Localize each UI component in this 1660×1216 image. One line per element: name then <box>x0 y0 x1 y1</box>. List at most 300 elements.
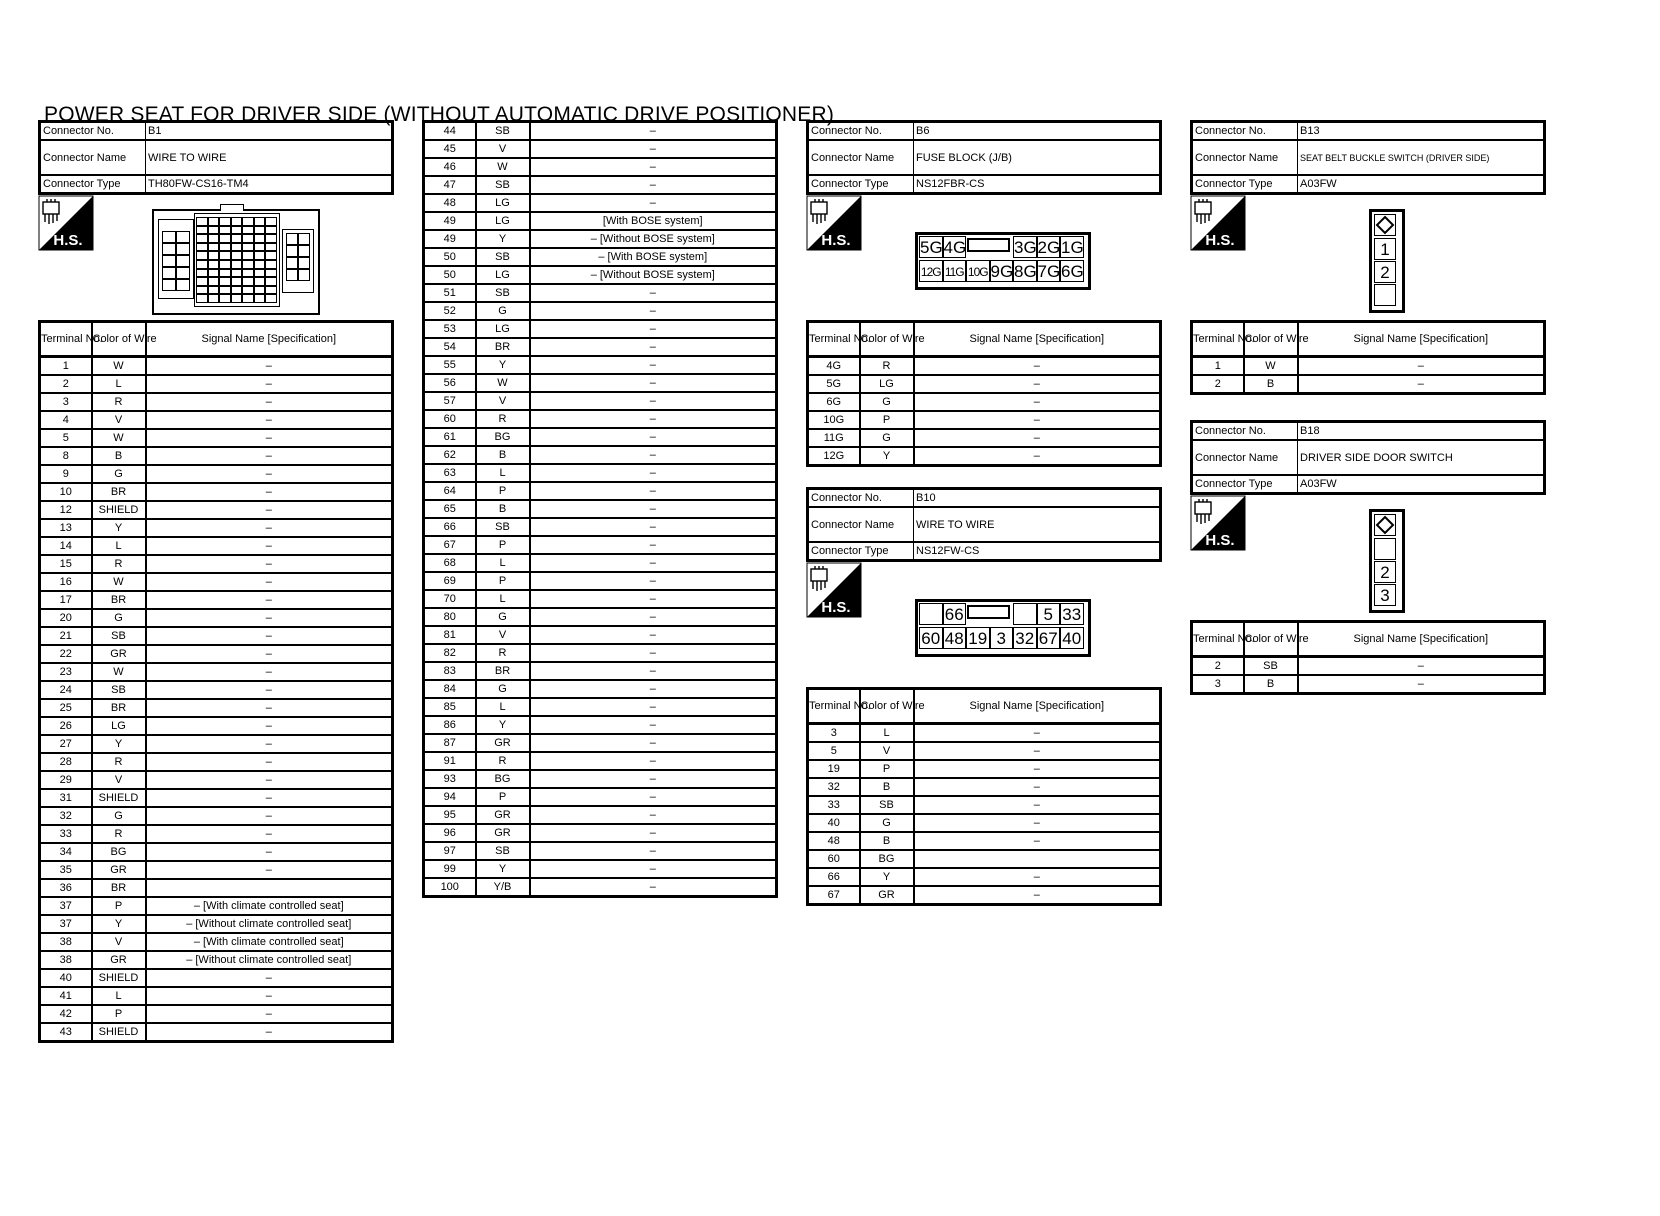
color-of-wire-header: Color of Wire <box>1244 322 1298 357</box>
pin-cell <box>242 277 254 286</box>
pin-cell: 6G <box>1061 262 1084 281</box>
terminal-no-cell: 3 <box>1192 675 1244 694</box>
table-row <box>40 753 393 771</box>
terminal-no-cell: 64 <box>424 482 476 500</box>
pin-cell <box>219 277 231 286</box>
signal-name-cell: – <box>530 518 777 536</box>
terminal-no-cell: 19 <box>808 760 860 778</box>
signal-name-cell: – <box>146 789 393 807</box>
wire-color-cell: G <box>476 680 530 698</box>
wire-color-cell: G <box>860 393 914 411</box>
signal-name-cell: – <box>914 886 1161 905</box>
terminal-no-cell: 97 <box>424 842 476 860</box>
terminal-no-cell: 67 <box>808 886 860 905</box>
pin-cell <box>265 243 277 252</box>
table-row <box>808 429 1161 447</box>
signal-name-cell: – <box>914 814 1161 832</box>
terminal-no-cell: 46 <box>424 158 476 176</box>
pin-cell: 9G <box>990 262 1014 281</box>
terminal-no-cell: 37 <box>40 915 92 933</box>
wire-color-cell: LG <box>476 212 530 230</box>
signal-name-cell: – <box>146 681 393 699</box>
signal-name-cell: – <box>530 446 777 464</box>
terminal-no-cell: 69 <box>424 572 476 590</box>
pin-cell <box>231 217 243 226</box>
terminal-no-cell: 17 <box>40 591 92 609</box>
signal-name-cell: – <box>146 825 393 843</box>
pin-cell <box>208 217 220 226</box>
table-row <box>808 724 1161 743</box>
wire-color-cell: P <box>476 788 530 806</box>
harness-side-icon <box>806 195 862 251</box>
signal-name-cell: – <box>914 832 1161 850</box>
b6-connector-info <box>806 120 1162 195</box>
b18-connector-name: DRIVER SIDE DOOR SWITCH <box>1298 440 1545 475</box>
pin-cell: 40 <box>1060 627 1084 649</box>
terminal-no-cell: 33 <box>808 796 860 814</box>
table-row <box>424 644 777 662</box>
table-row <box>424 752 777 770</box>
terminal-no-cell: 3 <box>40 393 92 411</box>
key-diamond-icon <box>1374 214 1396 236</box>
wire-color-cell: SB <box>476 284 530 302</box>
wire-color-cell: BR <box>92 879 146 897</box>
table-row <box>424 212 777 230</box>
terminal-no-cell: 55 <box>424 356 476 374</box>
table-row <box>808 393 1161 411</box>
terminal-no-cell: 50 <box>424 266 476 284</box>
table-row <box>40 681 393 699</box>
signal-name-cell: – <box>914 742 1161 760</box>
b6-connector-type: NS12FBR-CS <box>914 175 1161 194</box>
wire-color-cell: G <box>860 814 914 832</box>
signal-name-header: Signal Name [Specification] <box>914 689 1161 724</box>
pin-cell <box>196 217 208 226</box>
signal-name-cell: – <box>146 501 393 519</box>
terminal-no-cell: 80 <box>424 608 476 626</box>
signal-name-cell: – <box>146 735 393 753</box>
wire-color-cell: R <box>860 357 914 376</box>
pin-cell <box>242 226 254 235</box>
pin-cell: 67 <box>1037 627 1061 649</box>
pin-cell: 8G <box>1014 262 1037 281</box>
pin-cell <box>196 269 208 278</box>
table-row <box>424 266 777 284</box>
signal-name-cell: – <box>1298 675 1545 694</box>
table-row <box>40 897 393 915</box>
terminal-no-cell: 42 <box>40 1005 92 1023</box>
signal-name-cell: – <box>1298 375 1545 394</box>
signal-name-cell: – <box>914 429 1161 447</box>
signal-name-cell: – <box>530 194 777 212</box>
terminal-no-cell: 12G <box>808 447 860 466</box>
color-of-wire-header: Color of Wire <box>860 689 914 724</box>
harness-side-icon <box>38 195 94 251</box>
signal-name-cell: – <box>530 158 777 176</box>
pin-cell: 66 <box>943 603 967 625</box>
pin-cell <box>208 243 220 252</box>
terminal-no-cell: 9 <box>40 465 92 483</box>
pin-cell <box>286 233 298 245</box>
signal-name-cell: – <box>530 176 777 194</box>
terminal-no-cell: 21 <box>40 627 92 645</box>
connector-type-label: Connector Type <box>1192 175 1298 194</box>
table-row <box>40 573 393 591</box>
pin-cell <box>162 255 176 267</box>
table-row <box>40 771 393 789</box>
table-row <box>40 645 393 663</box>
pin-cell <box>254 243 266 252</box>
connector-type-label: Connector Type <box>40 175 146 194</box>
wire-color-cell: SB <box>476 518 530 536</box>
wire-color-cell: SB <box>92 627 146 645</box>
signal-name-cell: – <box>146 861 393 879</box>
terminal-no-cell: 8 <box>40 447 92 465</box>
terminal-no-cell: 15 <box>40 555 92 573</box>
signal-name-cell: – <box>530 320 777 338</box>
wire-color-cell: GR <box>476 806 530 824</box>
pin-cell: 1G <box>1061 238 1084 257</box>
pin-cell <box>176 243 190 255</box>
connector-type-label: Connector Type <box>808 175 914 194</box>
b10-connector-info <box>806 487 1162 562</box>
table-row <box>40 861 393 879</box>
signal-name-cell: [With BOSE system] <box>530 212 777 230</box>
wire-color-cell: BR <box>92 591 146 609</box>
table-row <box>40 501 393 519</box>
signal-name-cell: – [Without BOSE system] <box>530 266 777 284</box>
pin-cell <box>254 277 266 286</box>
table-row <box>40 951 393 969</box>
terminal-no-cell: 70 <box>424 590 476 608</box>
wire-color-cell: W <box>92 429 146 447</box>
terminal-no-cell: 5 <box>808 742 860 760</box>
table-row <box>424 716 777 734</box>
signal-name-cell: – <box>146 969 393 987</box>
terminal-no-cell: 60 <box>808 850 860 868</box>
signal-name-cell: – <box>914 393 1161 411</box>
terminal-no-cell: 1 <box>40 357 92 376</box>
connector-no-label: Connector No. <box>1192 422 1298 441</box>
pin-cell <box>1013 603 1037 625</box>
pin-cell <box>298 245 310 257</box>
table-row <box>424 392 777 410</box>
terminal-no-header: Terminal No. <box>808 689 860 724</box>
pin-cell <box>196 226 208 235</box>
wire-color-cell: L <box>476 554 530 572</box>
signal-name-cell: – <box>530 284 777 302</box>
terminal-no-cell: 67 <box>424 536 476 554</box>
table-row <box>424 194 777 212</box>
table-row <box>424 824 777 842</box>
b1-connector-no: B1 <box>146 122 393 141</box>
table-row <box>40 537 393 555</box>
pin-cell <box>208 251 220 260</box>
table-row <box>424 806 777 824</box>
wire-color-cell: G <box>92 465 146 483</box>
terminal-no-cell: 31 <box>40 789 92 807</box>
wire-color-cell: LG <box>476 320 530 338</box>
table-row <box>424 788 777 806</box>
signal-name-cell: – <box>146 357 393 376</box>
terminal-no-cell: 26 <box>40 717 92 735</box>
pin-cell <box>265 260 277 269</box>
table-row <box>40 483 393 501</box>
signal-name-cell <box>914 850 1161 868</box>
table-row <box>424 248 777 266</box>
wire-color-cell: Y <box>92 915 146 933</box>
wire-color-cell: LG <box>476 194 530 212</box>
color-of-wire-header: Color of Wire <box>92 322 146 357</box>
table-row <box>424 284 777 302</box>
wire-color-cell: P <box>476 482 530 500</box>
terminal-no-cell: 2 <box>1192 657 1244 676</box>
pin-cell <box>208 269 220 278</box>
terminal-no-cell: 44 <box>424 122 476 141</box>
pin-cell <box>254 260 266 269</box>
terminal-no-cell: 11G <box>808 429 860 447</box>
harness-side-icon <box>806 562 862 618</box>
pin-cell <box>254 234 266 243</box>
pin-cell: 60 <box>919 627 943 649</box>
terminal-no-cell: 37 <box>40 897 92 915</box>
terminal-no-cell: 93 <box>424 770 476 788</box>
signal-name-cell: – <box>530 716 777 734</box>
b18-connector-type: A03FW <box>1298 475 1545 494</box>
terminal-no-cell: 2 <box>40 375 92 393</box>
wire-color-cell: SHIELD <box>92 969 146 987</box>
hs-label: H.S. <box>821 232 851 249</box>
connector-name-label: Connector Name <box>1192 440 1298 475</box>
wire-color-cell: R <box>92 825 146 843</box>
pin-cell: 2 <box>1374 261 1396 283</box>
pin-cell <box>208 294 220 303</box>
terminal-no-cell: 14 <box>40 537 92 555</box>
wire-color-cell: B <box>476 446 530 464</box>
wire-color-cell: SB <box>476 122 530 141</box>
signal-name-cell: – <box>530 752 777 770</box>
connector-name-label: Connector Name <box>808 507 914 542</box>
b13-connector-no: B13 <box>1298 122 1545 141</box>
terminal-no-cell: 52 <box>424 302 476 320</box>
b10-connector-type: NS12FW-CS <box>914 542 1161 561</box>
pin-cell <box>231 260 243 269</box>
table-row <box>424 410 777 428</box>
table-row <box>40 717 393 735</box>
pin-cell: 19 <box>966 627 990 649</box>
pin-cell <box>196 286 208 295</box>
terminal-no-cell: 63 <box>424 464 476 482</box>
b1-connector-info <box>38 120 394 195</box>
pin-cell <box>298 257 310 269</box>
signal-name-cell: – <box>146 717 393 735</box>
wire-color-cell: G <box>92 609 146 627</box>
pin-cell <box>196 294 208 303</box>
wire-color-cell: P <box>476 572 530 590</box>
terminal-no-cell: 32 <box>40 807 92 825</box>
pin-cell <box>231 251 243 260</box>
signal-name-cell: – <box>914 724 1161 743</box>
signal-name-cell: – <box>146 411 393 429</box>
wire-color-cell: V <box>860 742 914 760</box>
signal-name-cell: – [Without climate controlled seat] <box>146 951 393 969</box>
table-row <box>424 590 777 608</box>
table-row <box>808 447 1161 466</box>
b1-terminal-table-a <box>38 320 394 1043</box>
wire-color-cell: P <box>92 897 146 915</box>
signal-name-cell: – <box>914 796 1161 814</box>
wire-color-cell: P <box>476 536 530 554</box>
pin-cell <box>176 279 190 291</box>
signal-name-cell: – <box>530 608 777 626</box>
terminal-no-cell: 53 <box>424 320 476 338</box>
pin-cell <box>265 286 277 295</box>
terminal-no-cell: 4G <box>808 357 860 376</box>
signal-name-cell: – <box>146 573 393 591</box>
terminal-no-cell: 49 <box>424 212 476 230</box>
wire-color-cell: Y <box>92 735 146 753</box>
wire-color-cell: Y <box>92 519 146 537</box>
terminal-no-header: Terminal No. <box>40 322 92 357</box>
table-row <box>40 933 393 951</box>
table-row <box>424 464 777 482</box>
signal-name-cell: – <box>146 591 393 609</box>
wire-color-cell: LG <box>92 717 146 735</box>
b13-connector-info <box>1190 120 1546 195</box>
signal-name-cell: – <box>530 878 777 897</box>
pin-cell <box>265 234 277 243</box>
signal-name-cell: – <box>146 753 393 771</box>
table-row <box>424 338 777 356</box>
terminal-no-cell: 84 <box>424 680 476 698</box>
table-row <box>424 446 777 464</box>
wire-color-cell: W <box>92 573 146 591</box>
pin-cell <box>242 243 254 252</box>
table-row <box>40 519 393 537</box>
terminal-no-cell: 66 <box>424 518 476 536</box>
pin-cell <box>242 234 254 243</box>
table-row <box>40 987 393 1005</box>
terminal-no-cell: 65 <box>424 500 476 518</box>
table-row <box>424 860 777 878</box>
table-row <box>40 393 393 411</box>
terminal-no-cell: 38 <box>40 933 92 951</box>
pin-cell <box>208 277 220 286</box>
wire-color-cell: SHIELD <box>92 789 146 807</box>
pin-cell <box>208 226 220 235</box>
signal-name-cell: – <box>530 644 777 662</box>
terminal-no-cell: 85 <box>424 698 476 716</box>
pin-cell <box>286 245 298 257</box>
signal-name-cell: – <box>530 338 777 356</box>
terminal-no-cell: 81 <box>424 626 476 644</box>
terminal-no-cell: 24 <box>40 681 92 699</box>
connector-name-label: Connector Name <box>1192 140 1298 175</box>
pin-cell <box>242 217 254 226</box>
pin-cell <box>196 260 208 269</box>
terminal-no-cell: 33 <box>40 825 92 843</box>
connector-no-label: Connector No. <box>1192 122 1298 141</box>
terminal-no-cell: 86 <box>424 716 476 734</box>
terminal-no-cell: 60 <box>424 410 476 428</box>
table-row <box>424 536 777 554</box>
signal-name-cell: – <box>530 572 777 590</box>
terminal-no-cell: 95 <box>424 806 476 824</box>
terminal-no-cell: 49 <box>424 230 476 248</box>
table-row <box>424 356 777 374</box>
signal-name-cell: – <box>914 760 1161 778</box>
key-diamond-icon <box>1374 514 1396 536</box>
table-row <box>1192 657 1545 676</box>
wire-color-cell: BG <box>476 770 530 788</box>
signal-name-header: Signal Name [Specification] <box>1298 622 1545 657</box>
color-of-wire-header: Color of Wire <box>1244 622 1298 657</box>
table-row <box>40 357 393 376</box>
table-row <box>40 1023 393 1042</box>
table-row <box>40 591 393 609</box>
terminal-no-cell: 48 <box>808 832 860 850</box>
signal-name-cell: – <box>914 411 1161 429</box>
terminal-no-header: Terminal No. <box>808 322 860 357</box>
connector-name-label: Connector Name <box>808 140 914 175</box>
wire-color-cell: B <box>860 778 914 796</box>
pin-cell <box>231 294 243 303</box>
wire-color-cell: P <box>860 411 914 429</box>
terminal-no-cell: 40 <box>808 814 860 832</box>
signal-name-cell: – <box>146 663 393 681</box>
signal-name-cell: – [With climate controlled seat] <box>146 933 393 951</box>
terminal-no-cell: 50 <box>424 248 476 266</box>
table-row <box>40 735 393 753</box>
terminal-no-cell: 25 <box>40 699 92 717</box>
pin-cell <box>208 260 220 269</box>
terminal-no-cell: 2 <box>1192 375 1244 394</box>
table-row <box>40 429 393 447</box>
wire-color-cell: R <box>476 410 530 428</box>
table-row <box>808 357 1161 376</box>
table-row <box>808 411 1161 429</box>
wire-color-cell: L <box>92 375 146 393</box>
terminal-no-cell: 61 <box>424 428 476 446</box>
wire-color-cell: V <box>92 411 146 429</box>
table-row <box>424 230 777 248</box>
table-row <box>40 465 393 483</box>
pin-cell <box>162 243 176 255</box>
signal-name-cell: – <box>530 122 777 141</box>
table-row <box>424 374 777 392</box>
table-row <box>40 1005 393 1023</box>
wire-color-cell: R <box>92 555 146 573</box>
terminal-no-cell: 94 <box>424 788 476 806</box>
signal-name-cell: – <box>146 645 393 663</box>
terminal-no-cell: 32 <box>808 778 860 796</box>
signal-name-cell: – <box>530 698 777 716</box>
wire-color-cell: SB <box>476 248 530 266</box>
signal-name-cell: – <box>914 375 1161 393</box>
pin-cell <box>196 234 208 243</box>
wire-color-cell: G <box>92 807 146 825</box>
signal-name-cell: – <box>146 537 393 555</box>
connector-type-label: Connector Type <box>1192 475 1298 494</box>
wire-color-cell: Y <box>860 868 914 886</box>
pin-cell <box>242 286 254 295</box>
pin-cell: 1 <box>1374 238 1396 260</box>
pin-cell <box>219 226 231 235</box>
table-row <box>40 969 393 987</box>
pin-cell: 48 <box>943 627 967 649</box>
b1-connector-name: WIRE TO WIRE <box>146 140 393 175</box>
pin-cell <box>231 243 243 252</box>
